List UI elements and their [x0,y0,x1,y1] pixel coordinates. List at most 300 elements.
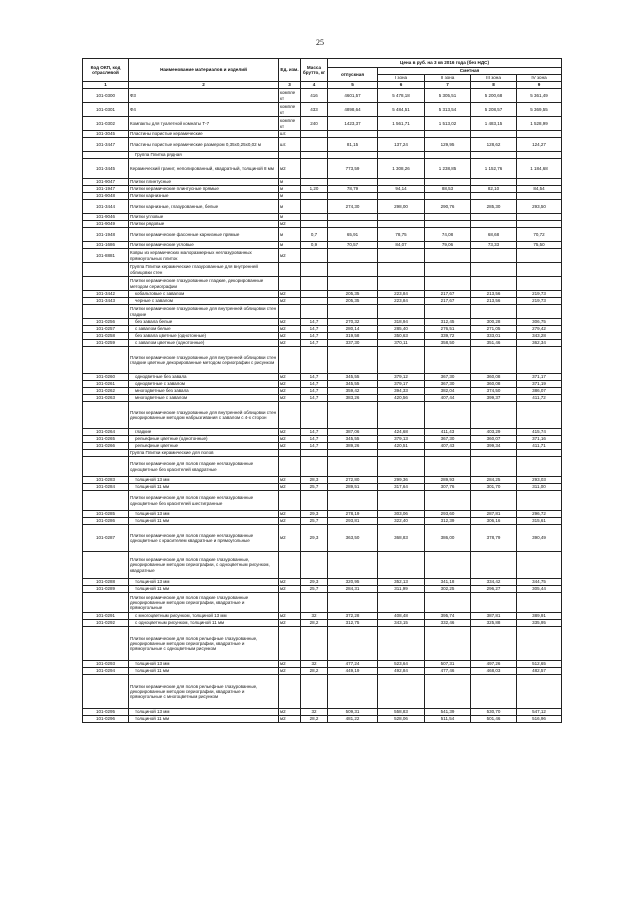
zone-2-price-cell: 289,93 [425,477,471,484]
table-row [83,395,562,402]
release-price-cell [328,305,378,319]
code-cell: 101-1686 [83,242,129,249]
unit-cell: м2 [279,326,301,333]
zone-2-price-cell: 507,31 [425,661,471,668]
unit-cell: м [279,214,301,221]
zone-3-price-cell [471,552,517,579]
release-price-cell: 1423,37 [328,117,378,131]
unit-cell: м [279,200,301,214]
release-price-cell: 205,35 [328,291,378,298]
unit-cell [279,627,301,661]
zone-2-price-cell: 217,67 [425,298,471,305]
unit-cell: шт. [279,138,301,152]
code-cell: 101-0287 [83,525,129,552]
table-row [83,443,562,450]
zone-1-price-cell [378,152,425,159]
release-price-cell: 205,35 [328,298,378,305]
zone-2-price-cell: 88,53 [425,186,471,193]
mass-cell: 25,7 [301,586,328,593]
zone-4-price-cell [517,263,562,277]
col-number: 7 [425,82,471,89]
table-row [83,525,562,552]
name-cell: однодветные с завалом [129,381,279,388]
zone-1-price-cell: 318,94 [378,319,425,326]
release-price-cell: 70,57 [328,242,378,249]
zone-2-price-cell [425,347,471,374]
header-release: отпускная [328,68,378,82]
col-number: 9 [517,82,562,89]
mass-cell: 14,7 [301,340,328,347]
table-row [83,374,562,381]
code-cell: 101-1948 [83,228,129,242]
table-row [83,326,562,333]
zone-3-price-cell: 333,01 [471,333,517,340]
release-price-cell: 345,55 [328,436,378,443]
table-row [83,138,562,152]
zone-3-price-cell: 213,56 [471,291,517,298]
zone-3-price-cell [471,347,517,374]
table-row [83,131,562,138]
name-cell: Плитки керамические для полов гладкие неглазурованные одноцветные с красителем квадратные и прямоугольные [129,525,279,552]
zone-4-price-cell: 344,75 [517,579,562,586]
zone-3-price-cell [471,277,517,291]
zone-4-price-cell [517,450,562,457]
zone-1-price-cell [378,552,425,579]
mass-cell [301,402,328,429]
header-column-numbers [83,82,562,89]
name-cell: Керамический гранит, неполированный, квадратный, толщиной 8 мм [129,159,279,179]
table-row [83,627,562,661]
unit-cell: м [279,193,301,200]
zone-2-price-cell [425,131,471,138]
zone-3-price-cell: 5 208,57 [471,103,517,117]
unit-cell: м2 [279,249,301,263]
code-cell [83,347,129,374]
release-price-cell: 270,32 [328,319,378,326]
table-row [83,709,562,716]
zone-1-price-cell: 379,13 [378,436,425,443]
header-zone-1: I зона [378,75,425,82]
unit-cell: компле кт [279,103,301,117]
zone-4-price-cell: 219,73 [517,298,562,305]
unit-cell: м2 [279,477,301,484]
name-cell: толщиной 11 мм [129,484,279,491]
name-cell: с завалом белые [129,326,279,333]
zone-1-price-cell: 78,75 [378,228,425,242]
unit-cell [279,277,301,291]
unit-cell: м2 [279,395,301,402]
zone-2-price-cell: 341,18 [425,579,471,586]
header-zone-3: III зона [471,75,517,82]
header-price-title: Цена в руб. на 3 кв 2016 года (без НДС) [328,59,562,68]
code-cell: 101-0302 [83,117,129,131]
zone-4-price-cell [517,249,562,263]
name-cell: Плитки керамические глазурованные для внутренней облицовки стен гладкие цветные декорированные методом сериографии с рисунком [129,347,279,374]
name-cell: однодветные без завала [129,374,279,381]
name-cell: рельефные цветные (однотонные) [129,436,279,443]
code-cell: 101-0295 [83,709,129,716]
zone-1-price-cell [378,277,425,291]
name-cell: толщиной 13 мм [129,709,279,716]
unit-cell: м2 [279,221,301,228]
zone-4-price-cell [517,152,562,159]
zone-1-price-cell: 528,06 [378,716,425,723]
mass-cell: 14,7 [301,388,328,395]
zone-2-price-cell: 1 238,85 [425,159,471,179]
zone-1-price-cell [378,221,425,228]
mass-cell: 0,7 [301,228,328,242]
zone-1-price-cell: 5 478,18 [378,89,425,103]
name-cell: толщиной 11 мм [129,668,279,675]
zone-3-price-cell [471,221,517,228]
name-cell: Плитки керамические плинтусные прямые [129,186,279,193]
release-price-cell [328,131,378,138]
col-number: 4 [301,82,328,89]
release-price-cell [328,347,378,374]
zone-3-price-cell: 301,70 [471,484,517,491]
zone-4-price-cell [517,221,562,228]
mass-cell: 28,2 [301,668,328,675]
mass-cell [301,491,328,511]
release-price-cell: 4601,57 [328,89,378,103]
zone-1-price-cell [378,402,425,429]
zone-4-price-cell: 512,65 [517,661,562,668]
zone-3-price-cell: 360,08 [471,381,517,388]
zone-1-price-cell: 285,40 [378,326,425,333]
unit-cell: м [279,186,301,193]
release-price-cell: 274,30 [328,200,378,214]
unit-cell [279,491,301,511]
mass-cell: 240 [301,117,328,131]
mass-cell: 25,7 [301,484,328,491]
name-cell: Группа Плитки керамические глазурованные для внутренней облицовки стен [129,263,279,277]
mass-cell: 14,7 [301,443,328,450]
zone-3-price-cell [471,263,517,277]
release-price-cell: 293,81 [328,518,378,525]
zone-4-price-cell: 296,72 [517,511,562,518]
code-cell: 101-0258 [83,333,129,340]
zone-4-price-cell: 335,95 [517,620,562,627]
zone-4-price-cell: 293,03 [517,477,562,484]
unit-cell: м2 [279,340,301,347]
release-price-cell [328,193,378,200]
code-cell: 101-0292 [83,620,129,627]
zone-4-price-cell [517,179,562,186]
release-price-cell: 359,42 [328,388,378,395]
table-row [83,89,562,103]
table-row [83,552,562,579]
name-cell: Группа Плитка рядная [129,152,279,159]
code-cell: 101-3443 [83,298,129,305]
zone-2-price-cell [425,221,471,228]
release-price-cell: 272,80 [328,477,378,484]
unit-cell: м2 [279,319,301,326]
mass-cell [301,593,328,613]
name-cell: Плитки керамические для полов гладкие неглазурованные одноцветные без красителей квадратные [129,457,279,477]
zone-2-price-cell: 1 513,02 [425,117,471,131]
unit-cell: м2 [279,159,301,179]
mass-cell [301,291,328,298]
code-cell [83,593,129,613]
release-price-cell: 363,50 [328,525,378,552]
mass-cell: 433 [301,103,328,117]
unit-cell: м2 [279,511,301,518]
zone-4-price-cell: 390,49 [517,525,562,552]
mass-cell: 29,3 [301,511,328,518]
zone-3-price-cell: 213,56 [471,298,517,305]
zone-2-price-cell: 367,30 [425,436,471,443]
table-row [83,305,562,319]
header-unit: Ед. изм. [279,59,301,82]
mass-cell [301,450,328,457]
zone-1-price-cell: 299,36 [378,477,425,484]
zone-1-price-cell: 1 561,71 [378,117,425,131]
name-cell: толщиной 11 мм [129,518,279,525]
header-estimate: Сметная [378,68,562,75]
header-mass: Масса брутто, кг [301,59,328,82]
zone-1-price-cell: 137,24 [378,138,425,152]
mass-cell: 14,7 [301,395,328,402]
zone-2-price-cell: 290,76 [425,200,471,214]
zone-3-price-cell: 287,81 [471,511,517,518]
code-cell: 101-3442 [83,291,129,298]
name-cell: черные с завалом [129,298,279,305]
zone-2-price-cell: 276,51 [425,326,471,333]
name-cell: Пластины пористые керамические размером 0,35х0,25х0,02 м [129,138,279,152]
code-cell [83,552,129,579]
zone-4-price-cell: 411,71 [517,443,562,450]
code-cell: 101-9046 [83,214,129,221]
code-cell: 101-1947 [83,186,129,193]
mass-cell: 14,7 [301,374,328,381]
release-price-cell: 481,22 [328,716,378,723]
release-price-cell [328,457,378,477]
header-zone-4: IV зона [517,75,562,82]
zone-1-price-cell [378,457,425,477]
code-cell: 101-3447 [83,138,129,152]
name-cell: Плитки керамические для полов рельефные глазурованные, декорированные методом сериографии, квадратные и прямоугольные с одноцветным рисунком [129,627,279,661]
unit-cell [279,152,301,159]
mass-cell: 14,7 [301,381,328,388]
release-price-cell: 337,30 [328,340,378,347]
release-price-cell [328,152,378,159]
zone-4-price-cell: 415,74 [517,429,562,436]
zone-2-price-cell: 358,50 [425,340,471,347]
name-cell: без завала цветные (однотонные) [129,333,279,340]
table-row [83,388,562,395]
zone-1-price-cell: 492,84 [378,668,425,675]
zone-3-price-cell [471,305,517,319]
zone-1-price-cell: 558,83 [378,709,425,716]
zone-1-price-cell [378,675,425,709]
zone-4-price-cell: 124,27 [517,138,562,152]
name-cell: толщиной 13 мм [129,511,279,518]
name-cell: с завалом цветные (однотонные) [129,340,279,347]
zone-2-price-cell: 293,60 [425,511,471,518]
name-cell: Компакты для туалетной комнаты Т-7 [129,117,279,131]
zone-1-price-cell: 1 308,26 [378,159,425,179]
zone-2-price-cell [425,249,471,263]
code-cell: 101-0259 [83,340,129,347]
zone-3-price-cell: 306,16 [471,518,517,525]
name-cell: Группа Плитки керамические для полов [129,450,279,457]
zone-3-price-cell: 468,03 [471,668,517,675]
zone-1-price-cell: 370,11 [378,340,425,347]
zone-2-price-cell: 386,00 [425,525,471,552]
zone-2-price-cell [425,457,471,477]
col-number: 6 [378,82,425,89]
table-body [83,89,562,723]
table-row [83,675,562,709]
table-row [83,716,562,723]
name-cell: Плитки карнизные [129,193,279,200]
release-price-cell: 773,59 [328,159,378,179]
mass-cell [301,298,328,305]
zone-1-price-cell [378,249,425,263]
unit-cell: м2 [279,429,301,436]
zone-2-price-cell: 332,46 [425,620,471,627]
zone-3-price-cell [471,214,517,221]
zone-4-price-cell [517,402,562,429]
code-cell [83,277,129,291]
zone-3-price-cell: 374,50 [471,388,517,395]
zone-3-price-cell: 285,30 [471,200,517,214]
col-number: 8 [471,82,517,89]
table-row [83,381,562,388]
zone-2-price-cell [425,491,471,511]
unit-cell: м2 [279,709,301,716]
mass-cell [301,179,328,186]
name-cell: толщиной 11 мм [129,716,279,723]
zone-4-price-cell [517,675,562,709]
zone-2-price-cell [425,214,471,221]
code-cell: 101-0256 [83,319,129,326]
code-cell: 101-0289 [83,586,129,593]
unit-cell [279,402,301,429]
zone-4-price-cell: 279,42 [517,326,562,333]
name-cell: Плитки керамические фасонные карнизные прямые [129,228,279,242]
zone-4-price-cell: 371,19 [517,381,562,388]
unit-cell [279,347,301,374]
mass-cell: 32 [301,661,328,668]
zone-3-price-cell [471,131,517,138]
release-price-cell [328,675,378,709]
name-cell: Плитки керамические глазурованные для внутренней облицовки стен гладкие [129,305,279,319]
table-row [83,291,562,298]
name-cell: многодветные без завала [129,388,279,395]
zone-3-price-cell: 5 200,68 [471,89,517,103]
zone-4-price-cell [517,457,562,477]
table-row [83,593,562,613]
zone-1-price-cell [378,627,425,661]
mass-cell: 29,3 [301,579,328,586]
zone-4-price-cell [517,277,562,291]
zone-3-price-cell: 399,34 [471,443,517,450]
zone-3-price-cell [471,249,517,263]
unit-cell: шт. [279,131,301,138]
name-cell: Плитки керамические для полов гладкие глазурованные, декорированные методом сериографии, с одноцветным рисунком, квадратные [129,552,279,579]
zone-4-price-cell [517,593,562,613]
zone-1-price-cell: 298,00 [378,200,425,214]
zone-3-price-cell [471,627,517,661]
zone-3-price-cell: 403,29 [471,429,517,436]
zone-1-price-cell: 408,48 [378,613,425,620]
name-cell: гладкие [129,429,279,436]
name-cell: Плитки керамические для полов гладкие глазурованные декорированные методом сериографии, квадратные и прямоугольные [129,593,279,613]
mass-cell [301,305,328,319]
zone-3-price-cell: 530,70 [471,709,517,716]
zone-4-price-cell: 305,44 [517,586,562,593]
zone-3-price-cell: 1 152,76 [471,159,517,179]
zone-4-price-cell: 411,72 [517,395,562,402]
zone-2-price-cell: 367,30 [425,381,471,388]
price-table [82,58,562,723]
zone-4-price-cell [517,193,562,200]
release-price-cell: 312,75 [328,620,378,627]
mass-cell [301,627,328,661]
name-cell: многодветные с завалом [129,395,279,402]
zone-2-price-cell [425,193,471,200]
name-cell: Плитки керамические глазурованные гладкие, декорированные методом сериографии [129,277,279,291]
zone-2-price-cell [425,675,471,709]
table-row [83,491,562,511]
zone-3-price-cell: 325,88 [471,620,517,627]
zone-1-price-cell: 523,64 [378,661,425,668]
mass-cell: 14,7 [301,333,328,340]
zone-2-price-cell: 302,25 [425,586,471,593]
code-cell [83,450,129,457]
name-cell: Плитки плинтусные [129,179,279,186]
zone-3-price-cell: 334,42 [471,579,517,586]
code-cell [83,402,129,429]
zone-3-price-cell: 300,28 [471,319,517,326]
zone-2-price-cell [425,593,471,613]
code-cell: 101-0266 [83,443,129,450]
unit-cell [279,457,301,477]
code-cell: 101-9048 [83,193,129,200]
table-row [83,457,562,477]
zone-1-price-cell: 352,13 [378,579,425,586]
table-row [83,298,562,305]
table-row [83,333,562,340]
zone-3-price-cell: 82,10 [471,186,517,193]
unit-cell [279,263,301,277]
unit-cell: м2 [279,661,301,668]
code-cell: 101-0257 [83,326,129,333]
release-price-cell: 4898,64 [328,103,378,117]
zone-4-price-cell: 371,17 [517,374,562,381]
zone-4-price-cell: 1 528,99 [517,117,562,131]
zone-4-price-cell: 362,34 [517,340,562,347]
code-cell: 101-0300 [83,89,129,103]
code-cell: 101-0265 [83,436,129,443]
table-row [83,484,562,491]
name-cell: Ковры из керамических малоразмерных неглазурованных прямоугольных плиток [129,249,279,263]
zone-2-price-cell: 477,46 [425,668,471,675]
mass-cell [301,347,328,374]
mass-cell [301,457,328,477]
zone-1-price-cell: 379,12 [378,374,425,381]
zone-3-price-cell: 128,62 [471,138,517,152]
table-row [83,319,562,326]
zone-2-price-cell: 511,54 [425,716,471,723]
mass-cell [301,249,328,263]
name-cell: толщиной 13 мм [129,477,279,484]
mass-cell [301,214,328,221]
zone-4-price-cell: 5 369,55 [517,103,562,117]
zone-4-price-cell [517,347,562,374]
zone-1-price-cell [378,347,425,374]
